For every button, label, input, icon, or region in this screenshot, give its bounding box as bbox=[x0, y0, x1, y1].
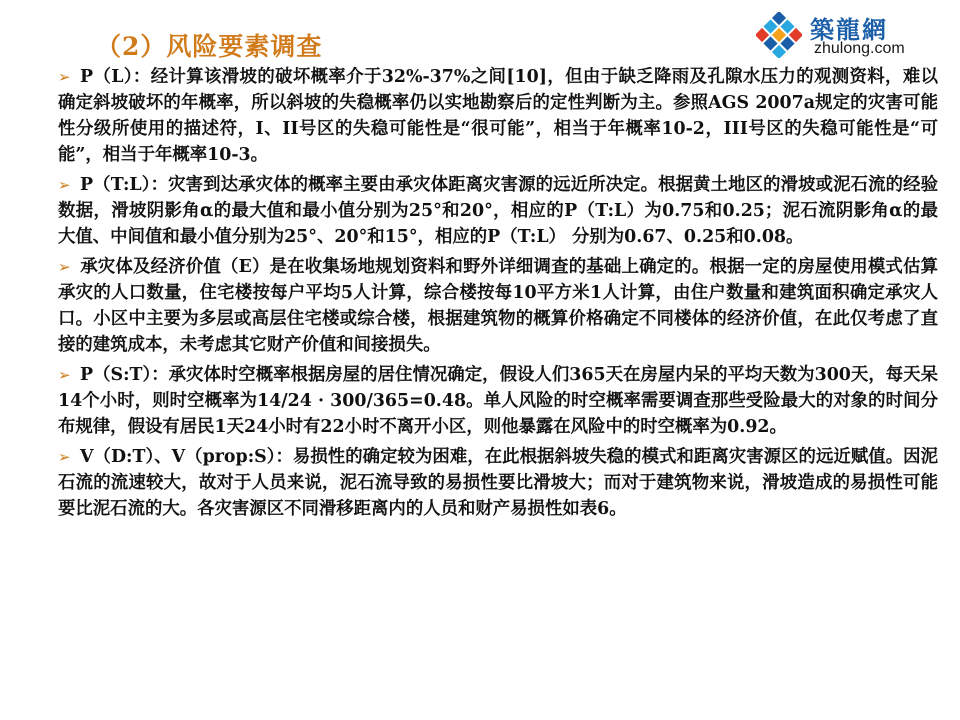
bullet-text: P（S:T）：承灾体时空概率根据房屋的居住情况确定，假设人们365天在房屋内呆的平均天数为300天，每天呆14个小时，则时空概率为14/24 · 300/365=0.48。单人风险的时空概率需要调查那些受险最大的对象的时间分布规律，假设有居民1天24小时有22小时不离开小区，则他暴露在风险中的时空概率为0.92。 bbox=[58, 365, 938, 437]
bullet-text: V（D:T）、V（prop:S）：易损性的确定较为困难，在此根据斜坡失稳的模式和距离灾害源区的远近赋值。因泥石流的流速较大，故对于人员来说，泥石流导致的易损性要比滑坡大；而对于建筑物来说，滑坡造成的易损性可能要比泥石流的大。各灾害源区不同滑移距离内的人员和财产易损性如表6。 bbox=[58, 447, 938, 519]
slide-title: （2）风险要素调查 bbox=[96, 32, 323, 61]
bullet-item bbox=[58, 444, 938, 522]
bullet-text: 承灾体及经济价值（E）是在收集场地规划资料和野外详细调查的基础上确定的。根据一定的房屋使用模式估算承灾的人口数量，住宅楼按每户平均5人计算，综合楼按每10平方米1人计算，由住户数量和建筑面积确定承灾人口。小区中主要为多层或高层住宅楼或综合楼，根据建筑物的概算价格确定不同楼体的经济价值，在此仅考虑了直接的建筑成本，未考虑其它财产价值和间接损失。 bbox=[58, 257, 938, 355]
arrow-bullet-icon: ➢ bbox=[58, 68, 71, 86]
bullet-text: P（T:L）：灾害到达承灾体的概率主要由承灾体距离灾害源的远近所决定。根据黄土地区的滑坡或泥石流的经验数据，滑坡阴影角α的最大值和最小值分别为25°和20°，相应的P（T:L）为0.75和0.25；泥石流阴影角α的最大值、中间值和最小值分别为25°、20°和15°，相应的P（T:L） 分别为0.67、0.25和0.08。 bbox=[58, 175, 938, 247]
arrow-bullet-icon: ➢ bbox=[58, 258, 71, 276]
arrow-bullet-icon: ➢ bbox=[58, 366, 71, 384]
bullet-item bbox=[58, 64, 938, 168]
bullet-item bbox=[58, 172, 938, 250]
bullet-item bbox=[58, 254, 938, 358]
logo-chinese-name: 築龍網 bbox=[810, 15, 888, 44]
arrow-bullet-icon: ➢ bbox=[58, 176, 71, 194]
arrow-bullet-icon: ➢ bbox=[58, 448, 71, 466]
zhulong-logo bbox=[756, 6, 946, 62]
bullet-list bbox=[58, 64, 938, 526]
bullet-item bbox=[58, 362, 938, 440]
logo-url: zhulong.com bbox=[814, 40, 905, 57]
bullet-text: P（L）：经计算该滑坡的破坏概率介于32%-37%之间[10]，但由于缺乏降雨及孔隙水压力的观测资料，难以确定斜坡破坏的年概率，所以斜坡的失稳概率仍以实地勘察后的定性判断为主。参照AGS 2007a规定的灾害可能性分级所使用的描述符，I、II号区的失稳可能性是“很可能”，相当于年概率10-2，III号区的失稳可能性是“可能”，相当于年概率10-3。 bbox=[58, 67, 938, 165]
diamond-grid-logo-icon bbox=[756, 12, 802, 58]
